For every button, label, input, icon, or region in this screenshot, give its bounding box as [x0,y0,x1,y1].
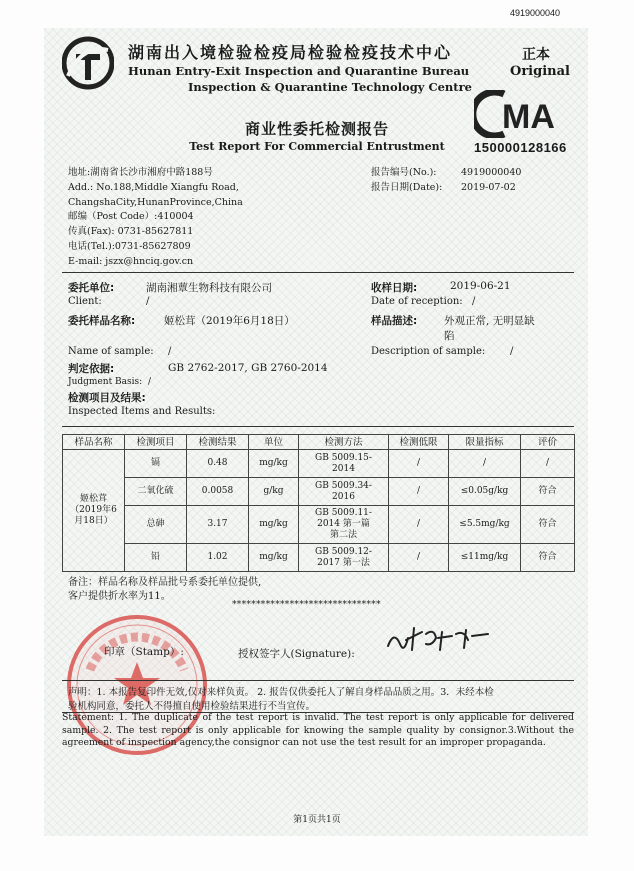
column-header: 限量指标 [449,435,521,450]
judgment-label-en: Judgment Basis: [68,377,143,387]
table-row [63,506,575,544]
unit-cell: g/kg [249,478,299,506]
method-line: GB 5009.11- [315,508,372,518]
sample-desc-label-cn: 样品描述: [371,315,418,327]
reception-value: 2019-06-21 [450,280,511,292]
table-row [63,478,575,506]
stamp-label: 印章（Stamp）: [104,646,184,658]
header-divider [62,272,574,273]
cma-mark-text: MA [502,98,555,136]
notes-line-1: 备注：样品名称及样品批号系委托单位提供, [68,577,262,588]
column-header: 检测方法 [299,435,389,450]
sample-desc-value-line2: 陷 [444,330,455,342]
method-cell [299,544,389,572]
results-table [62,434,575,572]
fax-line: 传真(Fax): 0731-85627811 [68,226,194,238]
ciq-logo-icon [62,36,114,90]
column-header: 评价 [521,435,575,450]
cma-number: 150000128166 [474,140,567,155]
sample-name-label-cn: 委托样品名称: [68,315,136,327]
client-label-cn: 委托单位: [68,282,115,294]
column-header: 样品名称 [63,435,125,450]
address-line: Add.: No.188,Middle Xiangfu Road, [68,181,239,193]
table-row [63,450,575,478]
reception-value-en: / [472,296,476,307]
document-number: 4919000040 [510,8,561,18]
declaration-cn-line: 验机构同意，委托人不得擅自使用检验结果进行不当宣传。 [68,701,316,712]
lod-cell: / [389,544,449,572]
method-line: 2016 [332,491,355,502]
sample-name-label-en: Name of sample: [68,346,154,357]
items-results-label-en: Inspected Items and Results: [68,406,216,417]
item-cell: 铅 [125,544,187,572]
report-title-en: Test Report For Commercial Entrustment [189,140,445,153]
client-label-en: Client: [68,296,102,307]
declaration-cn-line: 声明：1. 本报告复印件无效,仅对来样负责。 2. 报告仅供委托人了解自身样品品质之用。3．未经本检 [68,687,494,698]
method-line: 2017 第一法 [317,557,370,568]
end-of-results-stars: ******************************* [232,600,381,610]
address-block [68,166,243,270]
result-cell: 0.0058 [187,478,249,506]
method-line: GB 5009.34- [315,480,372,491]
item-cell: 二氧化硫 [125,478,187,506]
sample-name-cell [63,450,125,572]
sample-name-value-en: / [168,346,172,357]
method-cell [299,450,389,478]
table-top-divider [62,426,574,427]
postcode-line: 邮编（Post Code）:410004 [68,211,194,223]
method-line: GB 5009.15- [315,452,372,463]
address-line: ChangshaCity,HunanProvince,China [68,196,243,208]
reception-label-cn: 收样日期: [371,282,418,294]
method-line: GB 5009.12- [315,546,372,557]
original-label-en: Original [510,64,570,79]
limit-cell: / [449,450,521,478]
sample-desc-value-en: / [510,346,514,357]
sample-desc-value-line1: 外观正常, 无明显缺 [444,315,535,327]
judgment-label-cn: 判定依据: [68,363,115,375]
limit-cell: ≤5.5mg/kg [449,506,521,544]
method-cell [299,478,389,506]
email-line: E-mail: jszx@hnciq.gov.cn [68,255,194,267]
org-name-en-line2: Inspection & Quarantine Technology Centre [188,80,472,94]
result-cell: 0.48 [187,450,249,478]
report-info-block [371,166,521,196]
result-cell: 3.17 [187,506,249,544]
evaluation-cell: 符合 [521,544,575,572]
judgment-value: GB 2762-2017, GB 2760-2014 [168,362,328,374]
declaration-cn [68,686,574,714]
limit-cell: ≤11mg/kg [449,544,521,572]
limit-cell: ≤0.05g/kg [449,478,521,506]
unit-cell: mg/kg [249,450,299,478]
column-header: 单位 [249,435,299,450]
items-results-label-cn: 检测项目及结果: [68,392,146,404]
report-number-label: 报告编号(No.): [371,167,437,178]
report-title-cn: 商业性委托检测报告 [244,120,389,138]
declaration-top-divider [62,680,574,681]
table-row [63,544,575,572]
method-line: 第二法 [329,530,357,540]
report-date-label: 报告日期(Date): [371,181,443,193]
sample-name-value: 姬松茸（2019年6月18日） [164,315,295,327]
org-name-en-line1: Hunan Entry-Exit Inspection and Quarantine Bureau [128,64,470,78]
column-header: 检测结果 [187,435,249,450]
report-number-value: 4919000040 [461,167,522,178]
lod-cell: / [389,450,449,478]
sample-desc-label-en: Description of sample: [371,346,486,357]
unit-cell: mg/kg [249,506,299,544]
method-cell [299,506,389,544]
lod-cell: / [389,478,449,506]
signature-label: 授权签字人(Signature): [238,648,355,660]
client-value: 湖南湘蕈生物科技有限公司 [146,282,272,294]
org-name-cn: 湖南出入境检验检疫局检验检疫技术中心 [128,43,453,62]
evaluation-cell: 符合 [521,506,575,544]
page-indicator: 第1页共1页 [293,815,341,825]
sample-name-line: 姬松茸 [79,494,107,504]
result-cell: 1.02 [187,544,249,572]
table-header-row [63,435,575,450]
tel-line: 电话(Tel.):0731-85627809 [68,240,191,252]
original-label-cn: 正本 [522,47,550,63]
evaluation-cell: / [521,450,575,478]
sample-name-line: （2019年6 [70,505,117,515]
address-line: 地址:湖南省长沙市湘府中路188号 [68,167,213,178]
report-date-value: 2019-07-02 [461,181,516,193]
method-line: 2014 第一篇 [317,519,370,529]
lod-cell: / [389,506,449,544]
method-line: 2014 [332,463,355,474]
sample-name-line: 月18日） [74,516,113,526]
unit-cell: mg/kg [249,544,299,572]
item-cell: 总砷 [125,506,187,544]
notes-line-2: 客户提供折水率为11。 [68,591,171,602]
reception-label-en: Date of reception: [371,296,463,307]
column-header: 检测低限 [389,435,449,450]
declaration-en: Statement: 1. The duplicate of the test report is invalid. The test report is only applicable for delivered sample. 2. The test report is only applicable for knowing the sample quality by consignor.3.Without the agreement of inspection agency,the consignor can not use the test result for an improper propaganda. [62,712,574,748]
client-value-en: / [146,296,150,307]
handwritten-signature [382,620,492,660]
judgment-value-en: / [148,377,152,387]
column-header: 检测项目 [125,435,187,450]
evaluation-cell: 符合 [521,478,575,506]
item-cell: 镉 [125,450,187,478]
